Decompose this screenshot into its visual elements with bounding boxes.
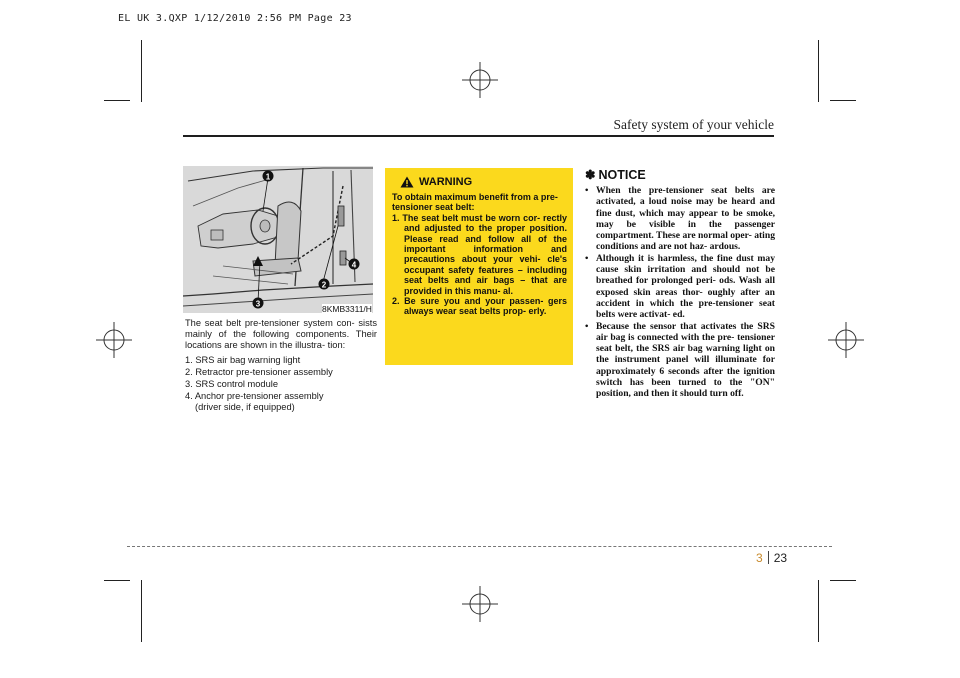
svg-text:3: 3 (255, 299, 261, 309)
page-header-title: Safety system of your vehicle (613, 117, 774, 132)
callout-4 (349, 259, 360, 270)
page-number-value: 23 (773, 551, 788, 565)
list-item: • Although it is harmless, the fine dust may cause skin irritation and should not be breathed for prolonged peri- ods. Wash all exposed skin areas thor- oughly after an accident in which the pre-tensioner seat belts were activat- ed. (585, 252, 775, 321)
warning-triangle-icon (400, 176, 414, 188)
callout-3 (253, 298, 264, 309)
header-rule (183, 135, 774, 137)
registration-mark-left (96, 322, 132, 358)
registration-mark-bottom (462, 586, 498, 622)
list-item: 4. Anchor pre-tensioner assembly (driver side, if equipped) (185, 391, 324, 413)
body-text-column (185, 318, 377, 415)
warning-intro: To obtain maximum benefit from a pre-tensioner seat belt: (392, 192, 558, 213)
chapter-number: 3 (756, 551, 763, 565)
car-interior-drawing (183, 166, 373, 313)
figure-code: 8KMB3311/H (322, 304, 372, 314)
callout-2 (319, 279, 330, 290)
svg-text:4: 4 (351, 260, 357, 270)
callout-1 (263, 171, 274, 182)
body-intro: The seat belt pre-tensioner system con- sists mainly of the following components. Their locations are shown in the illustra- tion: (185, 318, 377, 351)
car-interior-illustration (183, 166, 373, 313)
warning-title: WARNING (419, 176, 473, 188)
notice-title: NOTICE (598, 168, 646, 182)
list-item: 2. Retractor pre-tensioner assembly (185, 366, 333, 377)
warning-header (400, 176, 567, 188)
registration-mark-right (828, 322, 864, 358)
component-list (185, 355, 377, 414)
list-item: 3. SRS control module (185, 379, 279, 390)
list-item: 1. SRS air bag warning light (185, 354, 301, 365)
notice-list (585, 185, 775, 400)
svg-text:2: 2 (321, 280, 327, 290)
svg-text:1: 1 (265, 172, 271, 182)
page-number (756, 551, 787, 565)
notice-star-icon: ✽ (585, 168, 596, 182)
registration-mark-top (462, 62, 498, 98)
list-item: 1. The seat belt must be worn cor- rectly and adjusted to the proper position. Please read and follow all of the important information and precautions about your vehi- cle's occupant safety features – including seat belts and air bags – that are provided in this manu- al. (392, 212, 567, 296)
print-slug-line: EL UK 3.QXP 1/12/2010 2:56 PM Page 23 (118, 13, 352, 24)
list-item: • Because the sensor that activates the SRS air bag is connected with the pre- tensioner seat belt, the SRS air bag warning light on the instrument panel will illuminate for approximately 6 seconds after the ignition switch has been turned to the "ON" position, and then it should turn off. (585, 320, 775, 400)
warning-box (385, 168, 573, 365)
footer-rule (127, 546, 832, 547)
notice-header (585, 167, 775, 182)
list-item: 2. Be sure you and your passen- gers always wear seat belts prop- erly. (392, 296, 567, 317)
warning-list (392, 213, 567, 317)
list-item: • When the pre-tensioner seat belts are activated, a loud noise may be heard and fine dust, which may appear to be smoke, may be visible in the passenger compartment. These are normal oper- ating conditions and are not haz- ardous. (585, 185, 775, 253)
notice-section (585, 167, 775, 400)
